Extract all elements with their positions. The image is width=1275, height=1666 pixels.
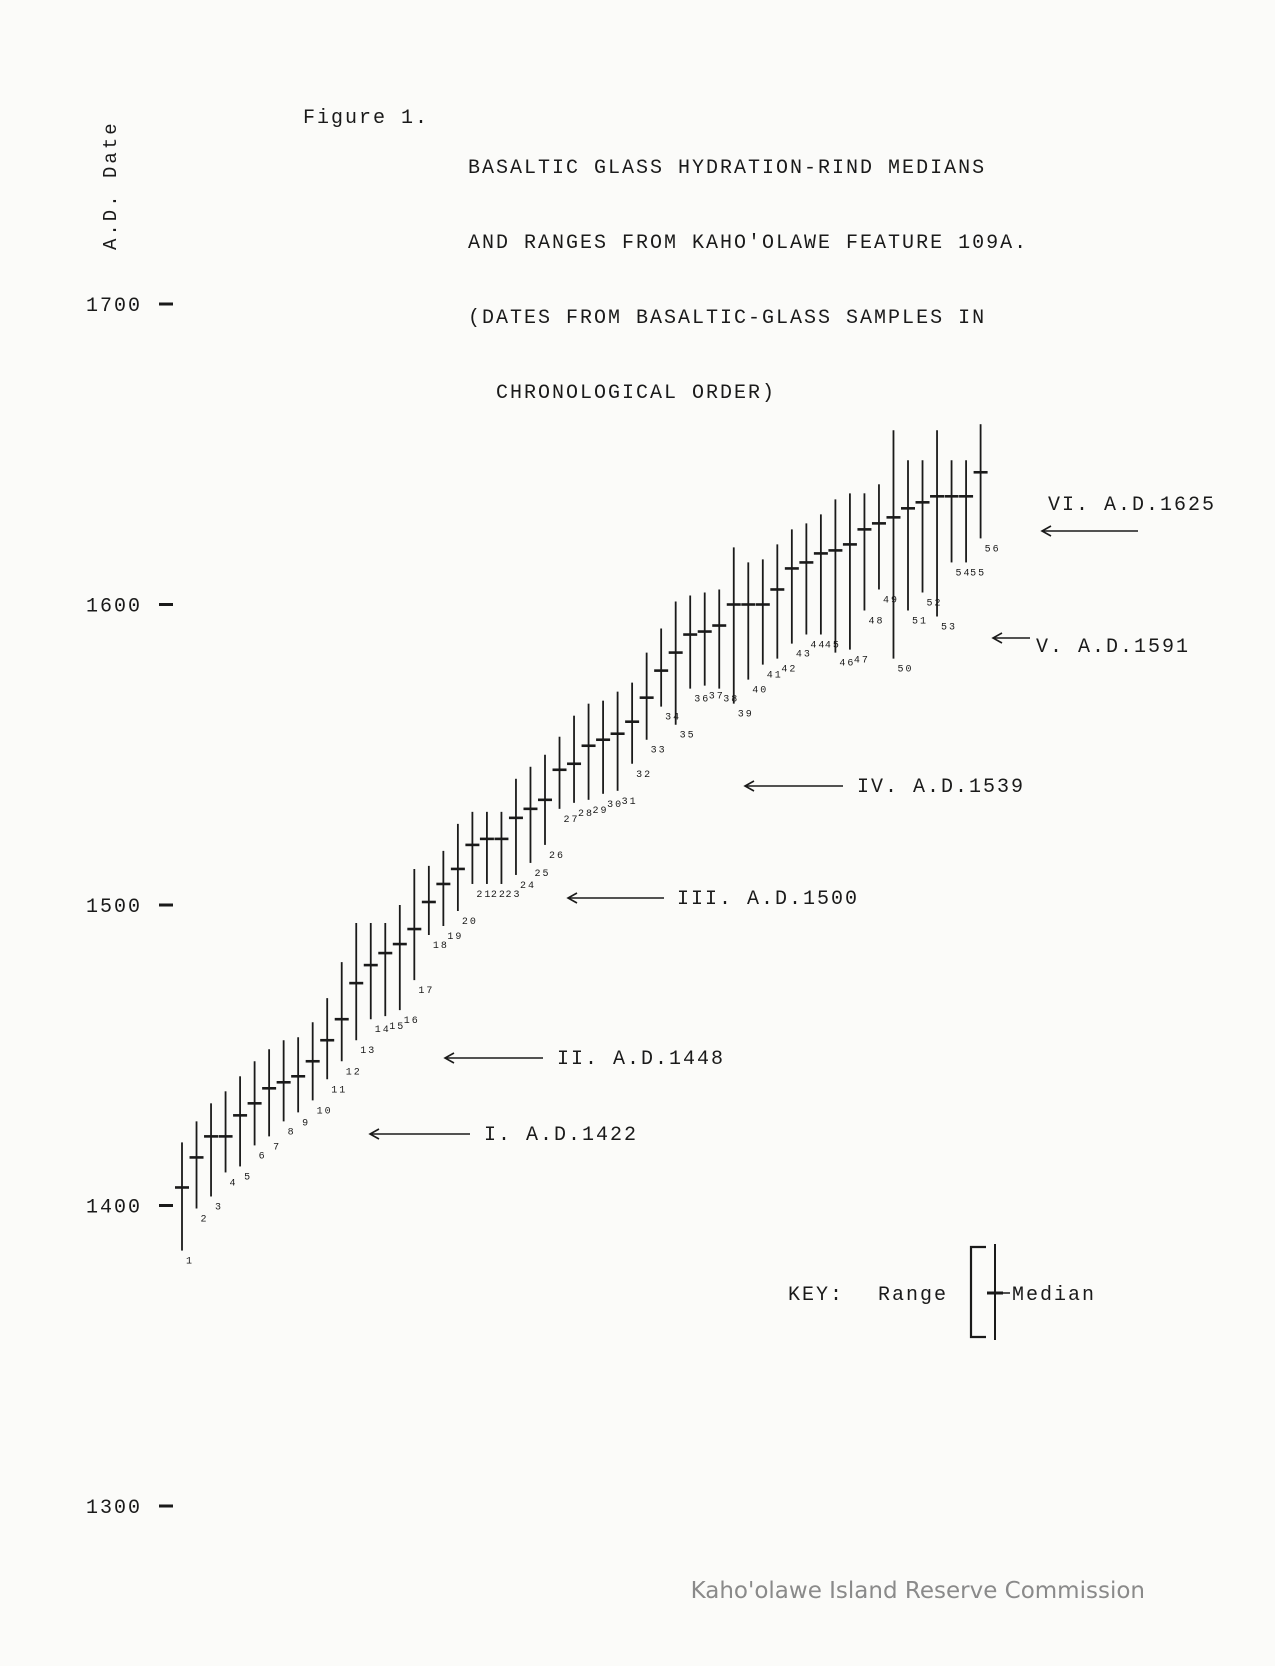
annotation-numeral: IV. (857, 776, 900, 799)
annotation-date: A.D.1500 (747, 888, 860, 911)
sample-number: 34 (665, 712, 682, 724)
y-tick-label: 1500 (85, 896, 142, 919)
sample-number: 14 (374, 1025, 391, 1037)
annotation-date: A.D.1422 (526, 1124, 639, 1147)
sample-number: 23 (505, 889, 522, 901)
sample-number: 20 (461, 917, 478, 929)
sample-number: 30 (607, 799, 624, 811)
sample-number: 43 (795, 649, 812, 661)
sample-number: 41 (766, 670, 783, 682)
annotation-numeral: V. (1036, 636, 1065, 659)
key-range-bracket-icon (971, 1247, 986, 1337)
sample-number: 11 (331, 1085, 348, 1097)
watermark: Kaho'olawe Island Reserve Commission (690, 1578, 1145, 1604)
sample-number: 17 (418, 986, 435, 998)
sample-number: 5 (244, 1172, 253, 1184)
sample-number: 7 (273, 1142, 282, 1154)
title-line: (DATES FROM BASALTIC-GLASS SAMPLES IN (468, 307, 987, 330)
sample-number: 16 (403, 1016, 420, 1028)
sample-number: 44 (810, 640, 827, 652)
annotation-date: A.D.1448 (613, 1048, 726, 1071)
annotation-date: A.D.1625 (1104, 494, 1217, 517)
sample-number: 39 (737, 709, 754, 721)
sample-number: 3 (215, 1202, 224, 1214)
title-line: AND RANGES FROM KAHO'OLAWE FEATURE 109A. (468, 232, 1029, 255)
annotation-numeral: III. (677, 888, 734, 911)
sample-number: 28 (578, 808, 595, 820)
annotation-numeral: I. (484, 1124, 513, 1147)
y-axis-label: A.D. Date (100, 120, 122, 250)
sample-number: 2 (200, 1214, 209, 1226)
key-median-label: Median (1012, 1284, 1097, 1307)
sample-number: 31 (621, 796, 638, 808)
sample-number: 24 (519, 880, 536, 892)
sample-number: 54 (955, 568, 972, 580)
sample-number: 18 (432, 941, 449, 953)
sample-number: 55 (970, 568, 987, 580)
sample-number: 27 (563, 814, 580, 826)
annotation-numeral: II. (557, 1048, 600, 1071)
sample-number: 36 (694, 694, 711, 706)
sample-number: 37 (708, 691, 725, 703)
sample-number: 32 (636, 769, 653, 781)
sample-number: 48 (868, 616, 885, 628)
sample-number: 51 (912, 616, 929, 628)
sample-number: 9 (302, 1118, 311, 1130)
annotation-date: A.D.1539 (913, 776, 1026, 799)
sample-number: 29 (592, 805, 609, 817)
y-tick-label: 1600 (85, 595, 142, 619)
sample-number: 50 (897, 664, 914, 676)
y-tick-label: 1700 (85, 295, 142, 318)
sample-number: 35 (679, 730, 696, 742)
figure-label: Figure 1. (303, 107, 430, 130)
sample-number: 49 (882, 595, 899, 607)
title-line: BASALTIC GLASS HYDRATION-RIND MEDIANS (468, 157, 987, 180)
sample-number: 4 (229, 1178, 238, 1190)
sample-number: 26 (549, 850, 566, 862)
sample-number: 6 (258, 1151, 267, 1163)
sample-number: 53 (941, 622, 958, 634)
sample-number: 33 (650, 745, 667, 757)
sample-number: 13 (360, 1046, 377, 1058)
sample-number: 1 (186, 1256, 195, 1268)
sample-number: 12 (345, 1067, 362, 1079)
sample-number: 38 (723, 694, 740, 706)
sample-number: 40 (752, 685, 769, 697)
annotation-date: A.D.1591 (1078, 636, 1191, 659)
y-tick-label: 1300 (85, 1497, 142, 1520)
sample-number: 19 (447, 932, 464, 944)
sample-number: 56 (984, 544, 1001, 556)
sample-number: 42 (781, 664, 798, 676)
sample-number: 21 (476, 889, 493, 901)
sample-number: 22 (490, 889, 507, 901)
sample-number: 15 (389, 1022, 406, 1034)
y-tick-label: 1400 (85, 1196, 142, 1220)
sample-number: 46 (839, 658, 856, 670)
sample-number: 25 (534, 868, 551, 880)
sample-number: 8 (287, 1127, 296, 1139)
sample-number: 52 (926, 598, 943, 610)
sample-number: 10 (316, 1106, 333, 1118)
annotation-numeral: VI. (1048, 494, 1091, 517)
sample-number: 47 (853, 655, 870, 667)
sample-number: 45 (824, 640, 841, 652)
key-range-label: Range (878, 1284, 949, 1307)
key-title: KEY: (788, 1284, 845, 1307)
title-line: CHRONOLOGICAL ORDER) (468, 382, 777, 405)
